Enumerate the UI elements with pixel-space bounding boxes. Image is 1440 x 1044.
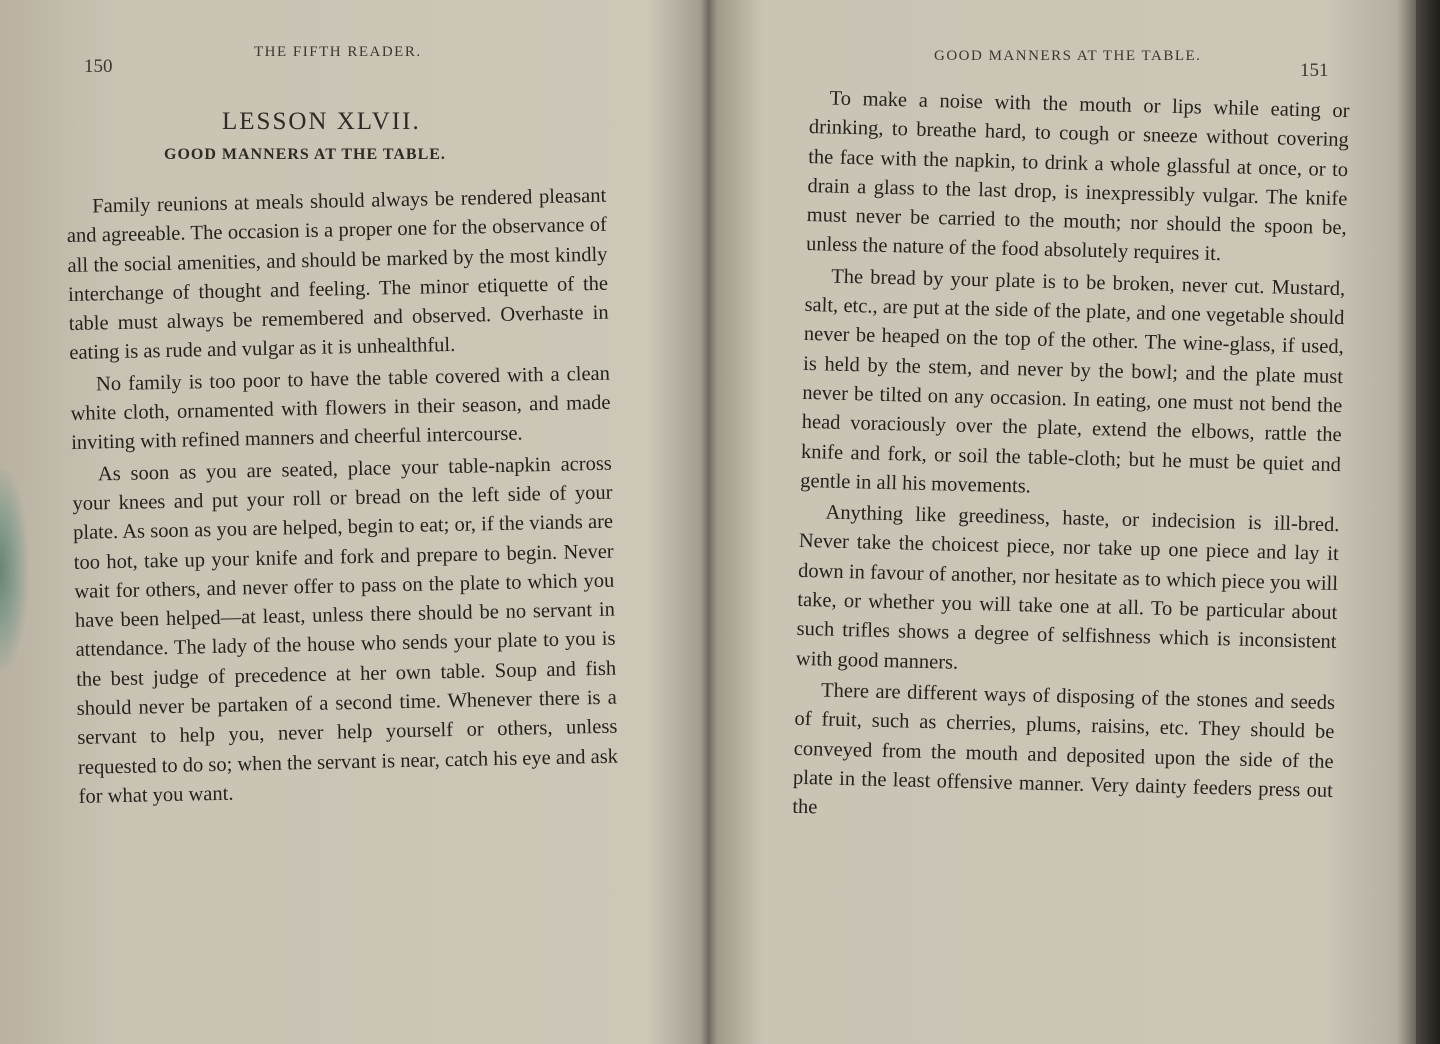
running-head-left: THE FIFTH READER. — [254, 44, 422, 60]
paragraph: No family is too poor to have the table covered with a clean white cloth, ornamented with flowers in their season, and made inviting with refined manners and cheerful intercourse. — [70, 362, 611, 455]
left-body-text — [66, 182, 619, 812]
paragraph: There are different ways of disposing of the stones and seeds of fruit, such as cherries, plums, raisins, etc. They should be conveyed from the mouth and deposited upon the side of the plate in the least offensive manner. Very dainty feeders press out the — [792, 679, 1336, 819]
left-page — [0, 0, 700, 1044]
page-number-right: 151 — [1300, 60, 1329, 81]
paragraph: To make a noise with the mouth or lips while eating or drinking, to breathe hard, to cough or sneeze without covering the face with the napkin, to drink a whole glassful at once, or to drain a glass to the last drop, is inexpressibly vulgar. The knife must never be carried to the mouth; nor should the spoon be, unless the nature of the food absolutely requires it. — [805, 87, 1350, 266]
paragraph: Family reunions at meals should always be rendered pleasant and agreeable. The occasion is a proper one for the observance of all the social amenities, and should be marked by the most kindly interchange of thought and feeling. The minor etiquette of the table must always be remembered and observed. Overhaste in eating is as rude and vulgar as it is unhealthful. — [66, 184, 609, 365]
paragraph: Anything like greediness, haste, or indecision is ill-bred. Never take the choicest piece, nor take up one piece and lay it down in favour of another, nor hesitate as to which piece you will take, or whether you will take one at all. To be particular about such trifles shows a degree of selfishness which is inconsistent with good manners. — [795, 501, 1340, 674]
paragraph: As soon as you are seated, place your table-napkin across your knees and put your roll or bread on the left side of your plate. As soon as you are helped, begin to eat; or, if the viands are too hot, take up your knife and fork and prepare to begin. Never wait for others, and never offer to pass on the plate to which you have been helped—at least, unless there should be no servant in attendance. The lady of the house who sends your plate to you is the best judge of precedence at her own table. Soup and fish should never be partaken of a second time. Whenever there is a servant to help you, never help yourself or others, unless requested to do so; when the servant is near, catch his eye and ask for what you want. — [72, 452, 619, 808]
lesson-subtitle: GOOD MANNERS AT THE TABLE. — [164, 146, 446, 163]
page-number-left: 150 — [84, 56, 113, 77]
lesson-title: LESSON XLVII. — [222, 108, 421, 135]
book-cover-edge — [1416, 0, 1440, 1044]
running-head-right: GOOD MANNERS AT THE TABLE. — [934, 48, 1202, 64]
paragraph: The bread by your plate is to be broken, never cut. Mustard, salt, etc., are put at the side of the plate, and one vegetable should never be heaped on the top of the other. The wine-glass, if used, is held by the stem, and never by the bowl; and the plate must never be tilted on any occasion. In eating, one must not bend the head voraciously over the plate, extend the elbows, rattle the knife and fork, or soil the table-cloth; but he must be quiet and gentle in all his movements. — [800, 265, 1346, 498]
right-body-text — [792, 84, 1350, 835]
right-page — [710, 0, 1410, 1044]
